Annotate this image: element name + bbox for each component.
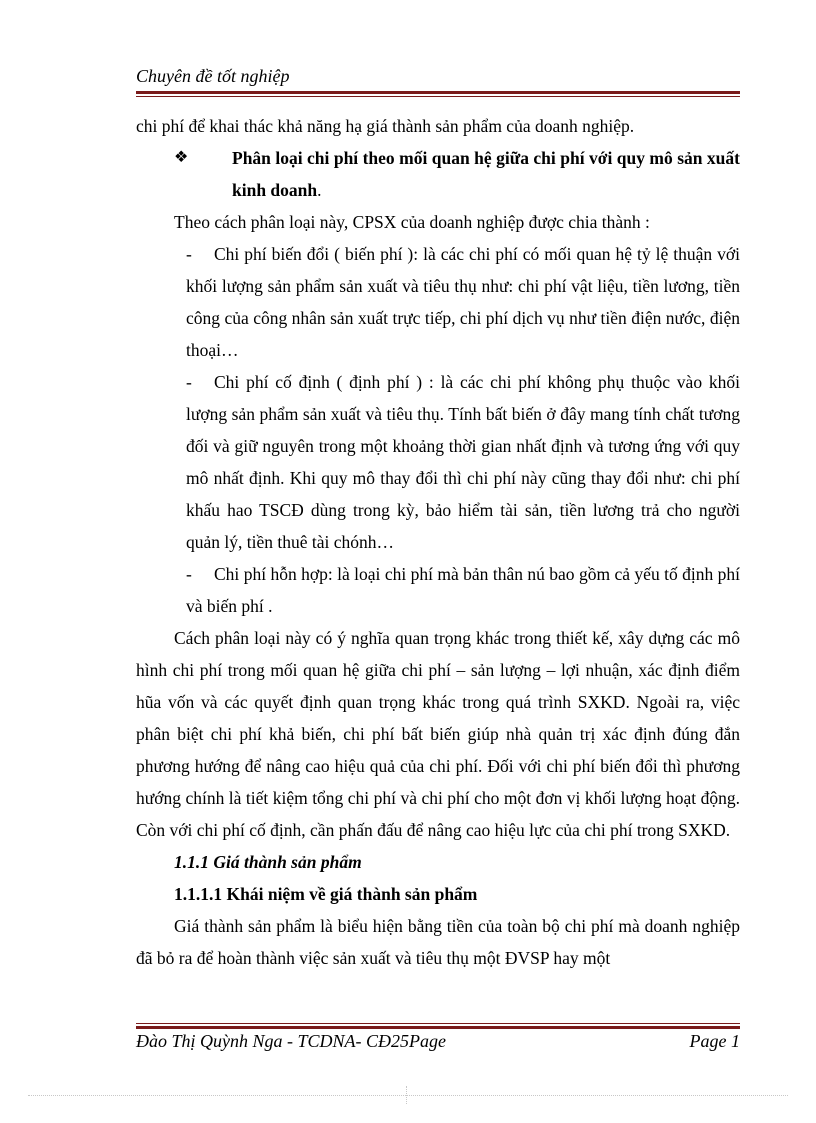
page-body xyxy=(136,110,740,974)
list-item xyxy=(136,238,740,366)
footer-page-number: Page 1 xyxy=(689,1031,740,1051)
dash-bullet: - xyxy=(186,564,192,584)
bullet-heading xyxy=(136,142,740,206)
dash-bullet: - xyxy=(186,372,192,392)
bullet-heading-text: Phân loại chi phí theo mối quan hệ giữa chi phí với quy mô sản xuất kinh doanh xyxy=(232,148,740,200)
subsection-heading: 1.1.1.1 Khái niệm về giá thành sản phẩm xyxy=(174,884,478,904)
bullet-heading-period: . xyxy=(317,180,322,200)
list-item-text: Chi phí hỗn hợp: là loại chi phí mà bản thân nú bao gồm cả yếu tố định phí và biến phí . xyxy=(186,564,740,616)
header-title: Chuyên đề tốt nghiệp xyxy=(136,66,290,86)
page-boundary xyxy=(28,1095,788,1096)
section-heading: 1.1.1 Giá thành sản phẩm xyxy=(174,852,362,872)
paragraph-theo: Theo cách phân loại này, CPSX của doanh nghiệp được chia thành : xyxy=(174,212,650,232)
list-item-text: Chi phí cố định ( định phí ) : là các chi phí không phụ thuộc vào khối lượng sản phẩm sản xuất và tiêu thụ. Tính bất biến ở đây mang tính chất tương đối và giữ nguyên trong một khoảng thời gian nhất định và tương ứng với quy mô nhất định. Khi quy mô thay đổi thì chi phí này cũng thay đổi như: chi phí khấu hao TSCĐ dùng trong kỳ, bảo hiểm tài sản, tiền lương trả cho người quản lý, tiền thuê tài chónh… xyxy=(186,372,740,552)
footer-rule xyxy=(136,1023,740,1029)
diamond-bullet-icon: ❖ xyxy=(174,149,189,166)
list-item-text: Chi phí biến đổi ( biến phí ): là các chi phí có mối quan hệ tỷ lệ thuận với khối lượng sản phẩm sản xuất và tiêu thụ như: chi phí vật liệu, tiền lương, tiền công của công nhân sản xuất trực tiếp, chi phí dịch vụ như tiền điện nước, điện thoại… xyxy=(186,244,740,360)
header-rule xyxy=(136,91,740,97)
paragraph-cach: Cách phân loại này có ý nghĩa quan trọng khác trong thiết kế, xây dựng các mô hình chi phí trong mối quan hệ giữa chi phí – sản lượng – lợi nhuận, xác định điểm hũa vốn và các quyết định quan trọng khác trong quá trình SXKD. Ngoài ra, việc phân biệt chi phí khả biến, chi phí bất biến giúp nhà quản trị xác định đúng đắn phương hướng để nâng cao hiệu quả của chi phí. Đối với chi phí biến đổi thì phương hướng chính là tiết kiệm tổng chi phí và chi phí cho một đơn vị khối lượng hoạt động. Còn với chi phí cố định, cần phấn đấu để nâng cao hiệu lực của chi phí trong SXKD. xyxy=(136,628,740,840)
dash-bullet: - xyxy=(186,244,192,264)
paragraph-intro: chi phí để khai thác khả năng hạ giá thành sản phẩm của doanh nghiệp. xyxy=(136,116,635,136)
footer-author: Đào Thị Quỳnh Nga - TCDNA- CĐ25Page xyxy=(136,1031,446,1051)
list-item xyxy=(136,366,740,558)
list-item xyxy=(136,558,740,622)
paragraph-gia-thanh: Giá thành sản phẩm là biểu hiện bằng tiền của toàn bộ chi phí mà doanh nghiệp đã bỏ ra để hoàn thành việc sản xuất và tiêu thụ một ĐVSP hay một xyxy=(136,916,740,968)
page-boundary-tick xyxy=(406,1086,408,1104)
